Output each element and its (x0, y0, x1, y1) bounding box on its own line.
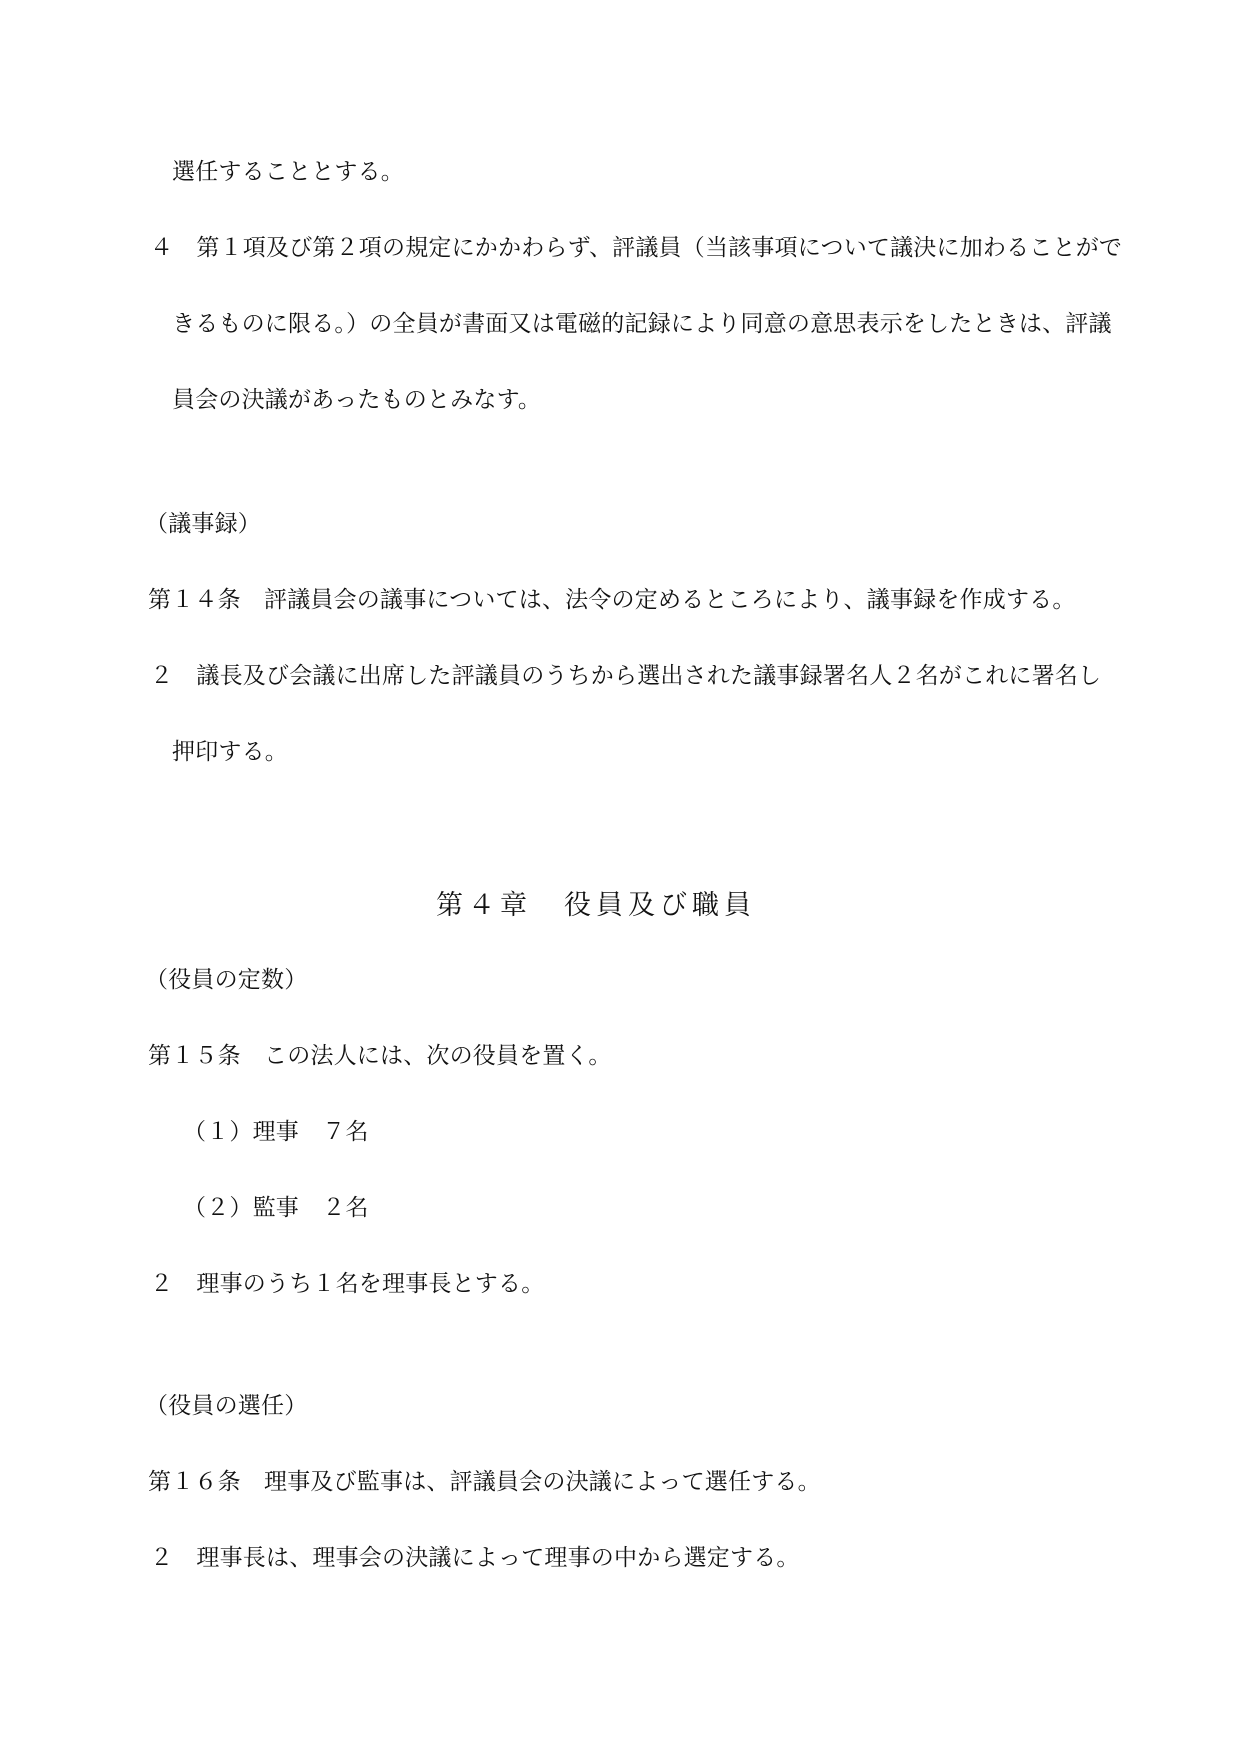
article-15-para-1: 第１５条 この法人には、次の役員を置く。 (148, 1043, 612, 1069)
article-16-heading: （役員の選任） (145, 1393, 308, 1419)
article-14-para-1: 第１４条 評議員会の議事については、法令の定めるところにより、議事録を作成する。 (148, 587, 1076, 613)
article-16-para-1: 第１６条 理事及び監事は、評議員会の決議によって選任する。 (148, 1469, 821, 1495)
article-15-item-1: （１）理事 ７名 (183, 1119, 369, 1145)
article-13-para-3-continuation: 選任することとする。 (172, 159, 404, 185)
article-16-para-2: ２ 理事長は、理事会の決議によって理事の中から選定する。 (150, 1545, 800, 1571)
article-15-item-2: （２）監事 ２名 (183, 1195, 369, 1221)
article-13-para-4-line-2: きるものに限る。）の全員が書面又は電磁的記録により同意の意思表示をしたときは、評議 (172, 311, 1112, 337)
article-14-heading: （議事録） (145, 511, 261, 537)
article-14-para-2-line-1: ２ 議長及び会議に出席した評議員のうちから選出された議事録署名人２名がこれに署名し (150, 663, 1102, 689)
article-13-para-4-line-1: ４ 第１項及び第２項の規定にかかわらず、評議員（当該事項について議決に加わることがで (150, 235, 1123, 261)
article-15-heading: （役員の定数） (145, 967, 308, 993)
chapter-4-title: 第４章 役員及び職員 (436, 890, 756, 921)
article-15-para-2: ２ 理事のうち１名を理事長とする。 (150, 1271, 545, 1297)
article-13-para-4-line-3: 員会の決議があったものとみなす。 (172, 387, 542, 413)
article-14-para-2-line-2: 押印する。 (172, 739, 288, 765)
